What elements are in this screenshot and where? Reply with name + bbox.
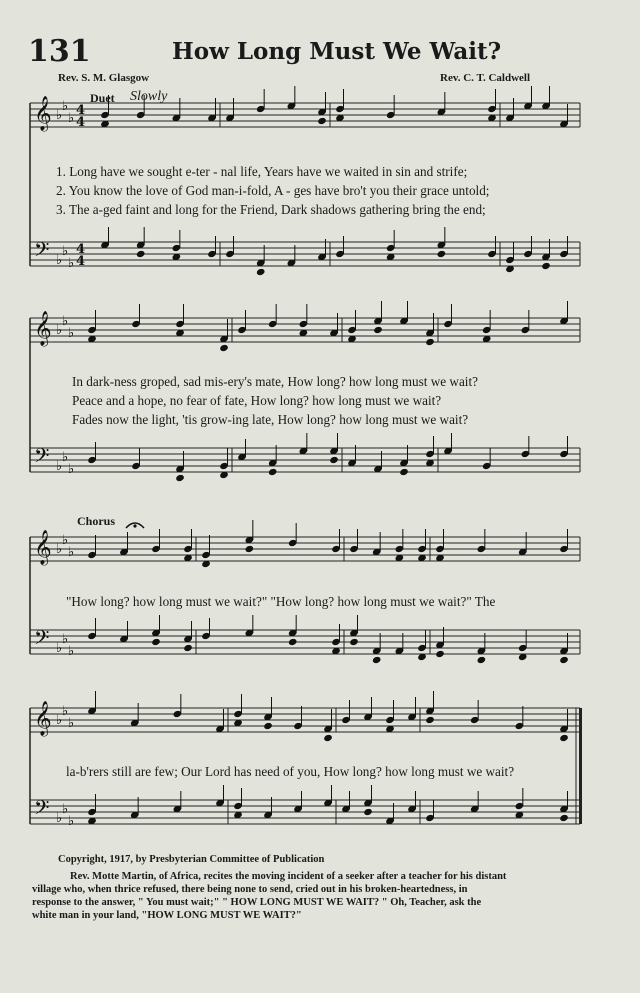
note-head bbox=[268, 468, 278, 476]
chorus-line-1: "How long? how long must we wait?" "How long? how long must we wait?" The bbox=[66, 594, 496, 609]
flat-sign: ♭ bbox=[68, 644, 75, 659]
note-head bbox=[437, 250, 447, 258]
note-head bbox=[219, 344, 229, 352]
bass-clef: 𝄢 bbox=[34, 626, 50, 654]
treble-clef: 𝄞 bbox=[34, 311, 52, 346]
note-head bbox=[425, 338, 435, 346]
footnote-line-3: response to the answer, " You must wait;" " HOW LONG MUST WE WAIT? " Oh, Teacher, ask the bbox=[32, 897, 482, 908]
note-head bbox=[256, 268, 266, 276]
flat-sign: ♭ bbox=[56, 542, 63, 557]
flat-sign: ♭ bbox=[62, 450, 69, 465]
final-barline bbox=[579, 708, 582, 824]
footnote-line-4: white man in your land, "HOW LONG MUST WE WAIT?" bbox=[32, 910, 302, 921]
note-head bbox=[323, 734, 333, 742]
flat-sign: ♭ bbox=[56, 253, 63, 268]
flat-sign: ♭ bbox=[68, 545, 75, 560]
hymn-title: How Long Must We Wait? bbox=[172, 38, 502, 65]
words-credit: Rev. S. M. Glasgow bbox=[58, 72, 150, 84]
flat-sign: ♭ bbox=[56, 713, 63, 728]
flat-sign: ♭ bbox=[68, 716, 75, 731]
note-head bbox=[435, 650, 445, 658]
note-head bbox=[151, 638, 161, 646]
flat-sign: ♭ bbox=[68, 814, 75, 829]
note-head bbox=[477, 656, 487, 664]
note-head bbox=[175, 474, 185, 482]
note-head bbox=[399, 468, 409, 476]
bass-clef: 𝄢 bbox=[34, 796, 50, 824]
note-head bbox=[373, 326, 383, 334]
footnote-line-2: village who, when thrice refused, there being none to send, cried out in his broken-heartedness, in bbox=[32, 884, 468, 895]
note-head bbox=[363, 808, 373, 816]
flat-sign: ♭ bbox=[62, 533, 69, 548]
music-credit: Rev. C. T. Caldwell bbox=[440, 72, 531, 84]
time-signature: 4 bbox=[76, 115, 86, 130]
chorus-label: Chorus bbox=[77, 514, 116, 528]
flat-sign: ♭ bbox=[68, 256, 75, 271]
treble-clef: 𝄞 bbox=[34, 530, 52, 565]
copyright-notice: Copyright, 1917, by Presbyterian Committee of Publication bbox=[58, 854, 325, 865]
note-head bbox=[263, 722, 273, 730]
bass-clef: 𝄢 bbox=[34, 444, 50, 472]
hymn-number: 131 bbox=[28, 34, 91, 69]
note-head bbox=[136, 250, 146, 258]
verse-3-line-2: Fades now the light, 'tis grow-ing late, How long? how long must we wait? bbox=[72, 412, 469, 427]
flat-sign: ♭ bbox=[62, 314, 69, 329]
verse-3-line-1: 3. The a-ged faint and long for the Friend, Dark shadows gathering bring the end; bbox=[56, 202, 486, 217]
note-head bbox=[183, 644, 193, 652]
voicing-label: Duet bbox=[90, 91, 115, 105]
note-head bbox=[329, 456, 339, 464]
flat-sign: ♭ bbox=[68, 111, 75, 126]
time-signature: 4 bbox=[76, 103, 86, 118]
time-signature: 4 bbox=[76, 242, 86, 257]
tempo-marking: Slowly bbox=[130, 89, 168, 104]
note-head bbox=[559, 656, 569, 664]
flat-sign: ♭ bbox=[62, 802, 69, 817]
verse-1-line-1: 1. Long have we sought e-ter - nal life, Years have we waited in sin and strife; bbox=[56, 164, 468, 179]
note-head bbox=[245, 545, 255, 553]
treble-clef: 𝄞 bbox=[34, 701, 52, 736]
flat-sign: ♭ bbox=[56, 811, 63, 826]
time-signature: 4 bbox=[76, 254, 86, 269]
note-head bbox=[559, 734, 569, 742]
flat-sign: ♭ bbox=[56, 459, 63, 474]
flat-sign: ♭ bbox=[62, 244, 69, 259]
note-head bbox=[317, 117, 327, 125]
flat-sign: ♭ bbox=[56, 108, 63, 123]
note-head bbox=[349, 638, 359, 646]
fermata-dot bbox=[133, 524, 136, 527]
note-head bbox=[372, 656, 382, 664]
flat-sign: ♭ bbox=[62, 99, 69, 114]
flat-sign: ♭ bbox=[56, 641, 63, 656]
flat-sign: ♭ bbox=[68, 462, 75, 477]
note-head bbox=[288, 638, 298, 646]
footnote-line-1: Rev. Motte Martin, of Africa, recites the moving incident of a seeker after a teacher for his distant bbox=[70, 871, 507, 882]
note-head bbox=[425, 716, 435, 724]
flat-sign: ♭ bbox=[56, 323, 63, 338]
flat-sign: ♭ bbox=[62, 632, 69, 647]
chorus-line-2: la-b'rers still are few; Our Lord has need of you, How long? how long must we wait? bbox=[66, 764, 515, 779]
note-head bbox=[541, 262, 551, 270]
flat-sign: ♭ bbox=[62, 704, 69, 719]
verse-2-line-1: 2. You know the love of God man-i-fold, A - ges have bro't you their grace untold; bbox=[56, 183, 490, 198]
note-head bbox=[559, 814, 569, 822]
flat-sign: ♭ bbox=[68, 326, 75, 341]
verse-2-line-2: Peace and a hope, no fear of fate, How long? how long must we wait? bbox=[72, 393, 442, 408]
treble-clef: 𝄞 bbox=[34, 96, 52, 131]
bass-clef: 𝄢 bbox=[34, 238, 50, 266]
verse-1-line-2: In dark-ness groped, sad mis-ery's mate, How long? how long must we wait? bbox=[72, 374, 478, 389]
